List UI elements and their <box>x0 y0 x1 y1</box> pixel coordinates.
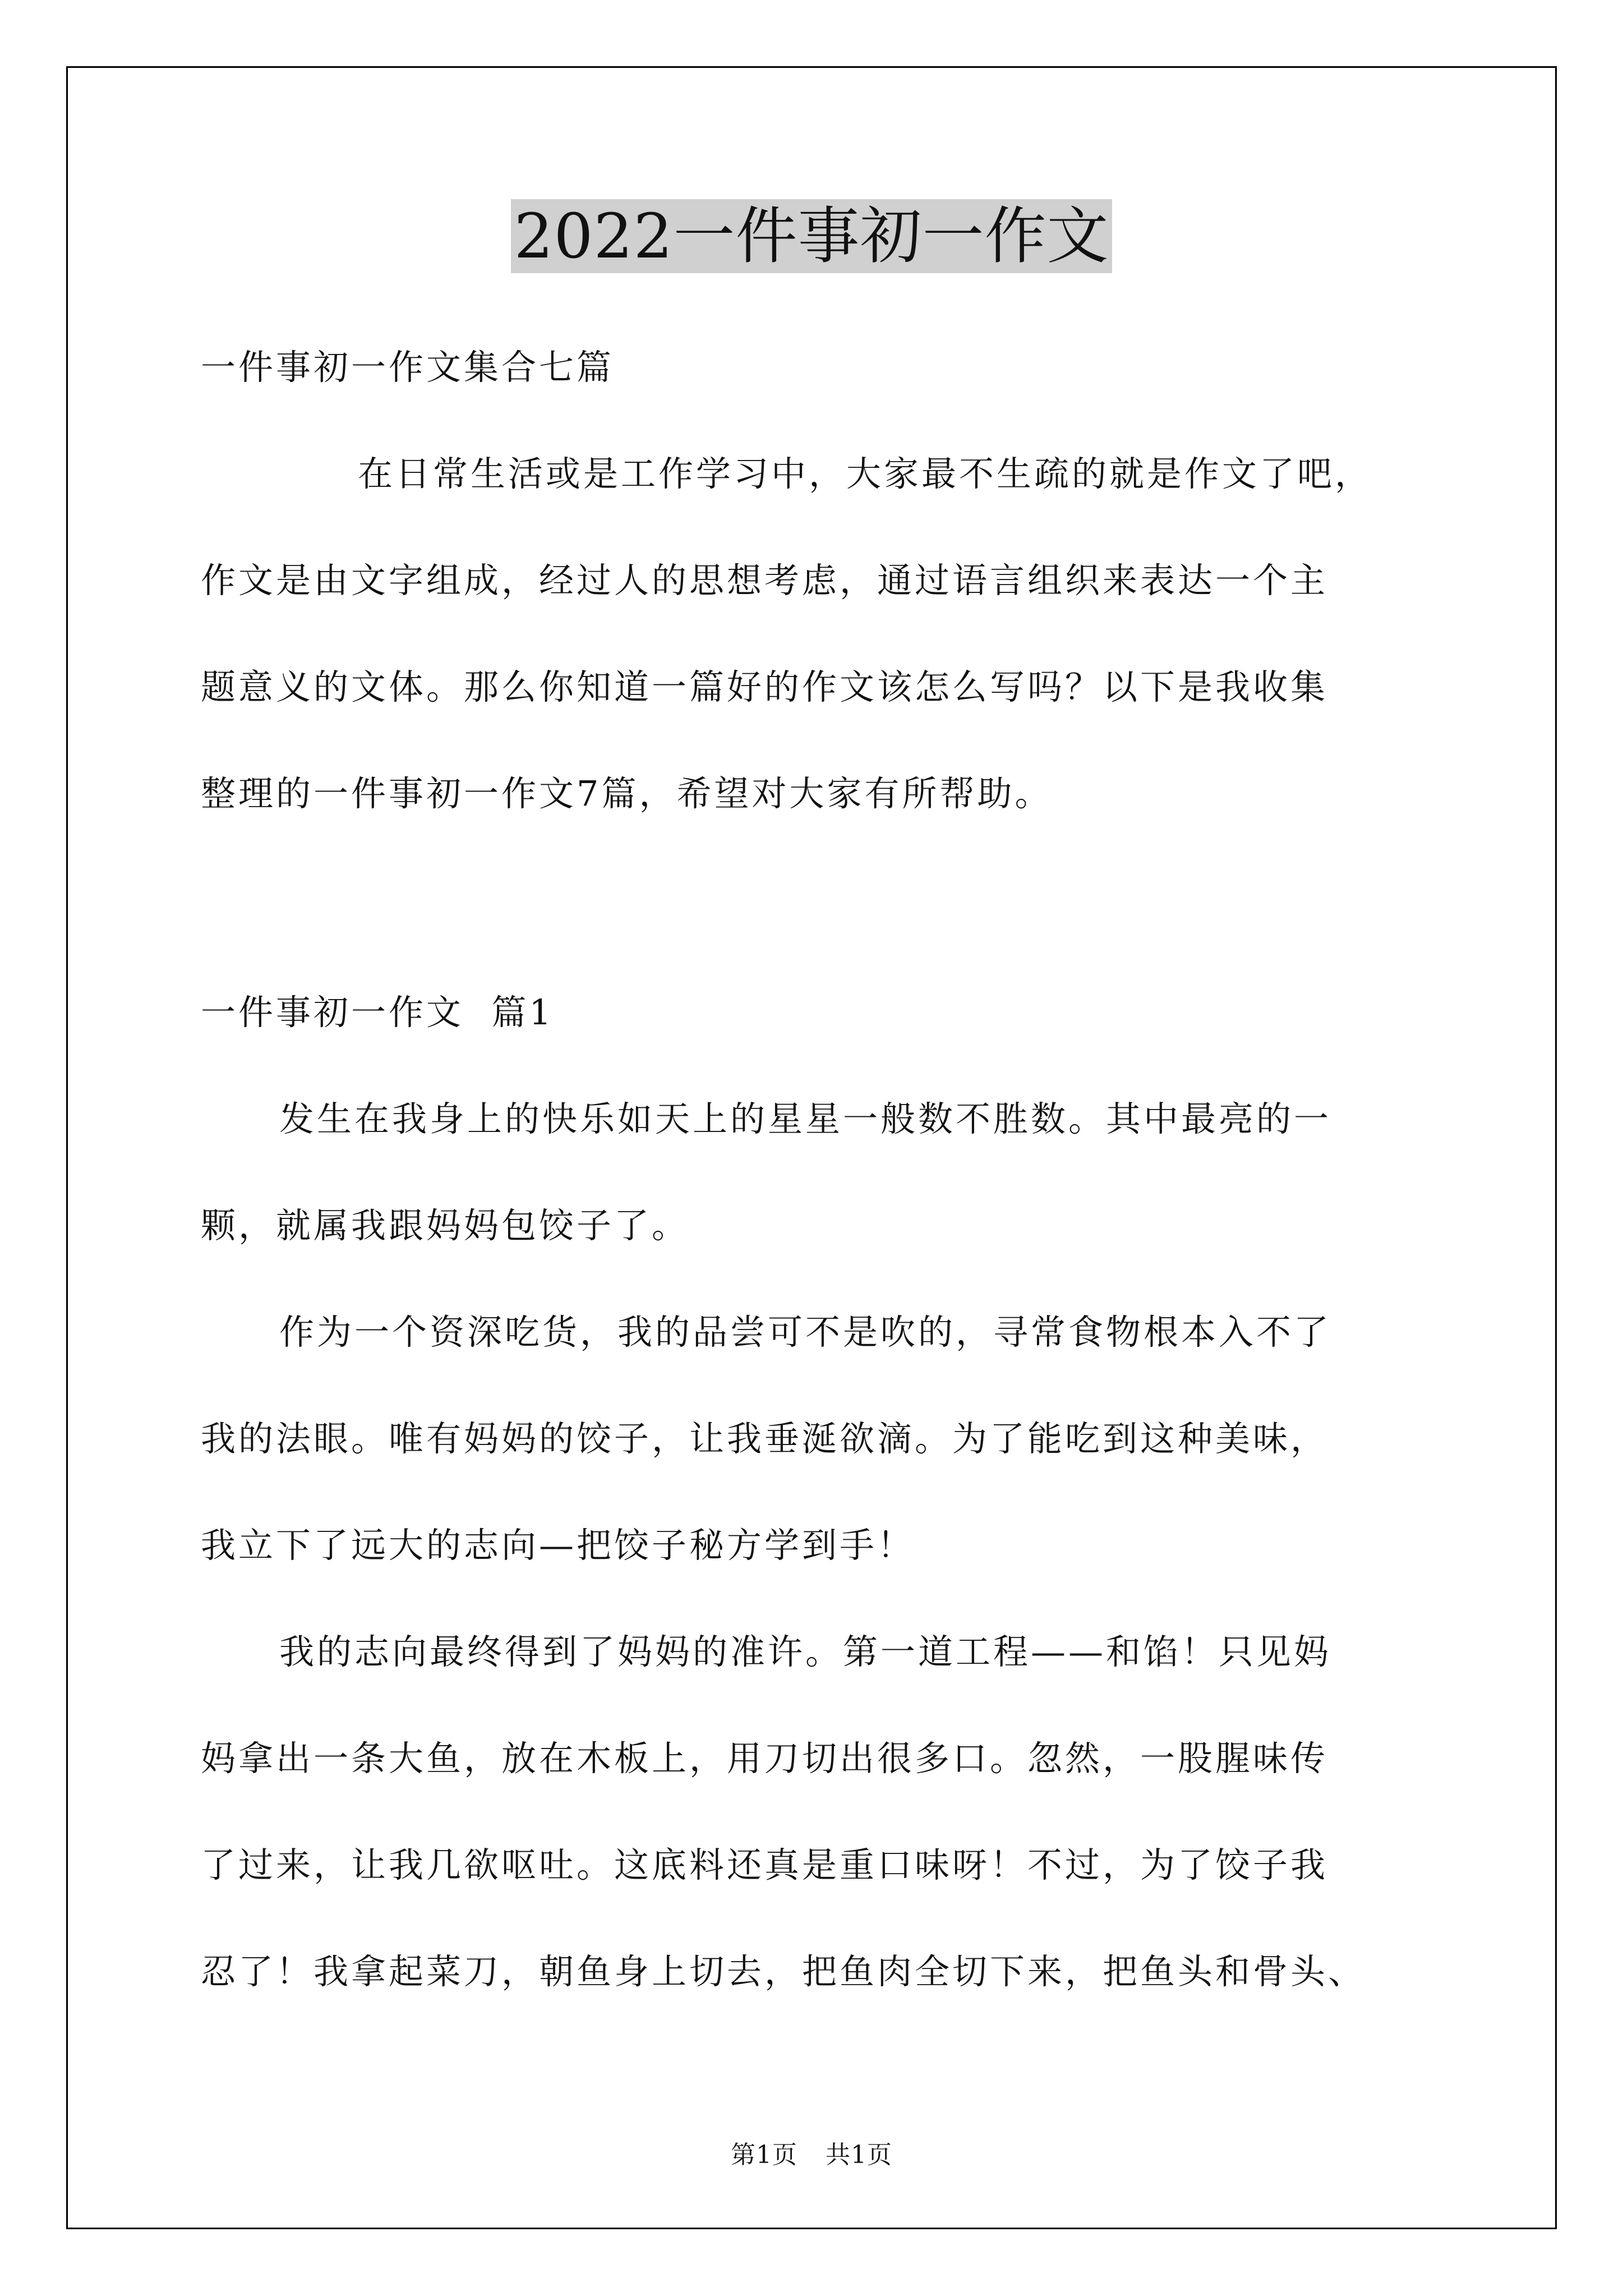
body-line: 我的法眼。唯有妈妈的饺子，让我垂涎欲滴。为了能吃到这种美味， <box>201 1418 1329 1459</box>
body-line: 作为一个资深吃货，我的品尝可不是吹的，寻常食物根本入不了 <box>279 1312 1332 1352</box>
page-footer <box>0 2134 1623 2170</box>
body-line: 我立下了远大的志向—把饺子秘方学到手！ <box>201 1525 915 1566</box>
document-title-text: 2022一件事初一作文 <box>511 199 1113 273</box>
body-line: 忍了！我拿起菜刀，朝鱼身上切去，把鱼肉全切下来，把鱼头和骨头、 <box>201 1951 1366 1992</box>
paragraph-gap <box>201 847 1432 959</box>
body-line: 了过来，让我几欲呕吐。这底料还真是重口味呀！不过，为了饺子我 <box>201 1844 1329 1885</box>
page-number-total: 共1页 <box>826 2141 892 2169</box>
intro-line: 题意义的文体。那么你知道一篇好的作文该怎么写吗？以下是我收集 <box>201 666 1329 707</box>
body-line: 发生在我身上的快乐如天上的星星一般数不胜数。其中最亮的一 <box>279 1098 1332 1139</box>
body-line: 颗，就属我跟妈妈包饺子了。 <box>201 1205 690 1246</box>
intro-line: 在日常生活或是工作学习中，大家最不生疏的就是作文了吧， <box>358 453 1373 494</box>
document-body <box>201 314 1432 2025</box>
body-line: 妈拿出一条大鱼，放在木板上，用刀切出很多口。忽然，一股腥味传 <box>201 1738 1329 1779</box>
intro-line: 作文是由文字组成，经过人的思想考虑，通过语言组织来表达一个主 <box>201 560 1329 601</box>
body-line: 我的志向最终得到了妈妈的准许。第一道工程——和馅！只见妈 <box>279 1631 1332 1672</box>
section-heading: 一件事初一作文 篇1 <box>201 992 554 1033</box>
page-number-current: 第1页 <box>731 2141 797 2169</box>
subtitle: 一件事初一作文集合七篇 <box>201 347 615 388</box>
intro-line: 整理的一件事初一作文7篇，希望对大家有所帮助。 <box>201 773 1053 814</box>
document-title <box>0 199 1623 273</box>
